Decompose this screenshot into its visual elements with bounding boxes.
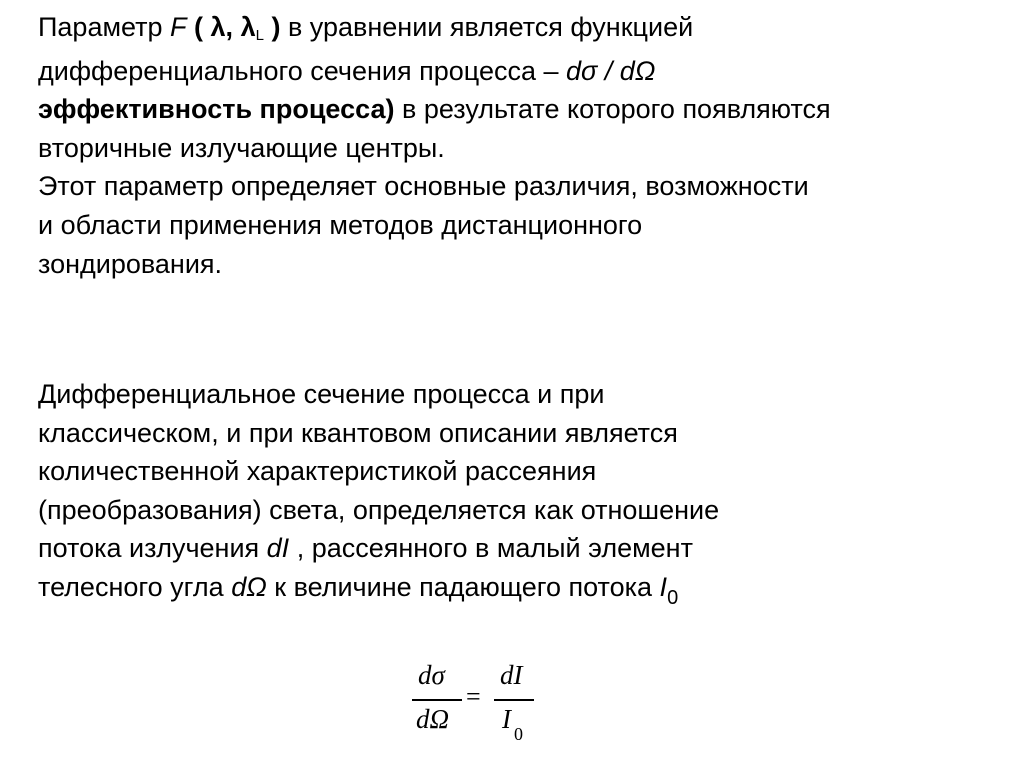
text-line [38, 8, 831, 52]
text-line: Этот параметр определяет основные различия, возможности [38, 171, 809, 202]
spacer [233, 12, 241, 42]
text-line: количественной характеристикой рассеяния [38, 456, 597, 487]
paragraph-differential-cross-section [38, 375, 719, 610]
equals-sign: = [466, 682, 481, 711]
paren-open: ( [186, 12, 211, 42]
text-fragment: Параметр [38, 12, 171, 42]
formula-right-denominator: I [502, 704, 511, 734]
text-line: Дифференциальное сечение процесса и при [38, 379, 605, 409]
text-line: вторичные излучающие центры. [38, 132, 445, 163]
text-fragment: дифференциального сечения процесса – [38, 55, 566, 86]
formula-right-numerator: dI [500, 660, 523, 690]
text-line [38, 90, 831, 129]
text-fragment: к величине падающего потока [266, 571, 660, 602]
variable-I: I [659, 571, 668, 602]
subscript-zero: 0 [667, 586, 679, 609]
text-fragment: в результате которого появляются [394, 94, 831, 125]
formula-subscript-zero: 0 [514, 724, 523, 744]
formula-left-numerator: dσ [418, 660, 445, 690]
lambda-l-symbol: λ [240, 12, 256, 42]
text-fragment: телесного угла [38, 571, 232, 602]
fraction-bar-right [494, 699, 534, 701]
text-line: (преобразования) света, определяется как отношение [38, 494, 720, 525]
text-line: и области применения методов дистанционного [38, 209, 643, 240]
formula-left-denominator: dΩ [416, 704, 450, 734]
subscript-l: L [255, 27, 264, 44]
text-line [38, 568, 719, 610]
cross-section-formula [404, 660, 544, 750]
text-fragment: потока излучения [38, 533, 267, 564]
lambda-symbol: λ, [210, 12, 234, 42]
inline-formula: dσ / dΩ [566, 55, 656, 86]
text-line [38, 52, 831, 91]
text-fragment: , рассеянного в малый элемент [289, 533, 693, 564]
function-symbol: F [170, 12, 187, 42]
fraction-bar-left [412, 699, 462, 701]
variable-dOmega: dΩ [231, 571, 267, 602]
text-line: классическом, и при квантовом описании является [38, 417, 678, 448]
paren-close: ) [263, 12, 281, 42]
text-line: зондирования. [38, 248, 223, 279]
text-fragment: в уравнении является функцией [280, 12, 694, 42]
bold-phrase: эффективность процесса) [38, 94, 395, 125]
text-line [38, 529, 719, 568]
variable-dI: dI [266, 533, 290, 564]
paragraph-parameter-definition [38, 8, 831, 283]
